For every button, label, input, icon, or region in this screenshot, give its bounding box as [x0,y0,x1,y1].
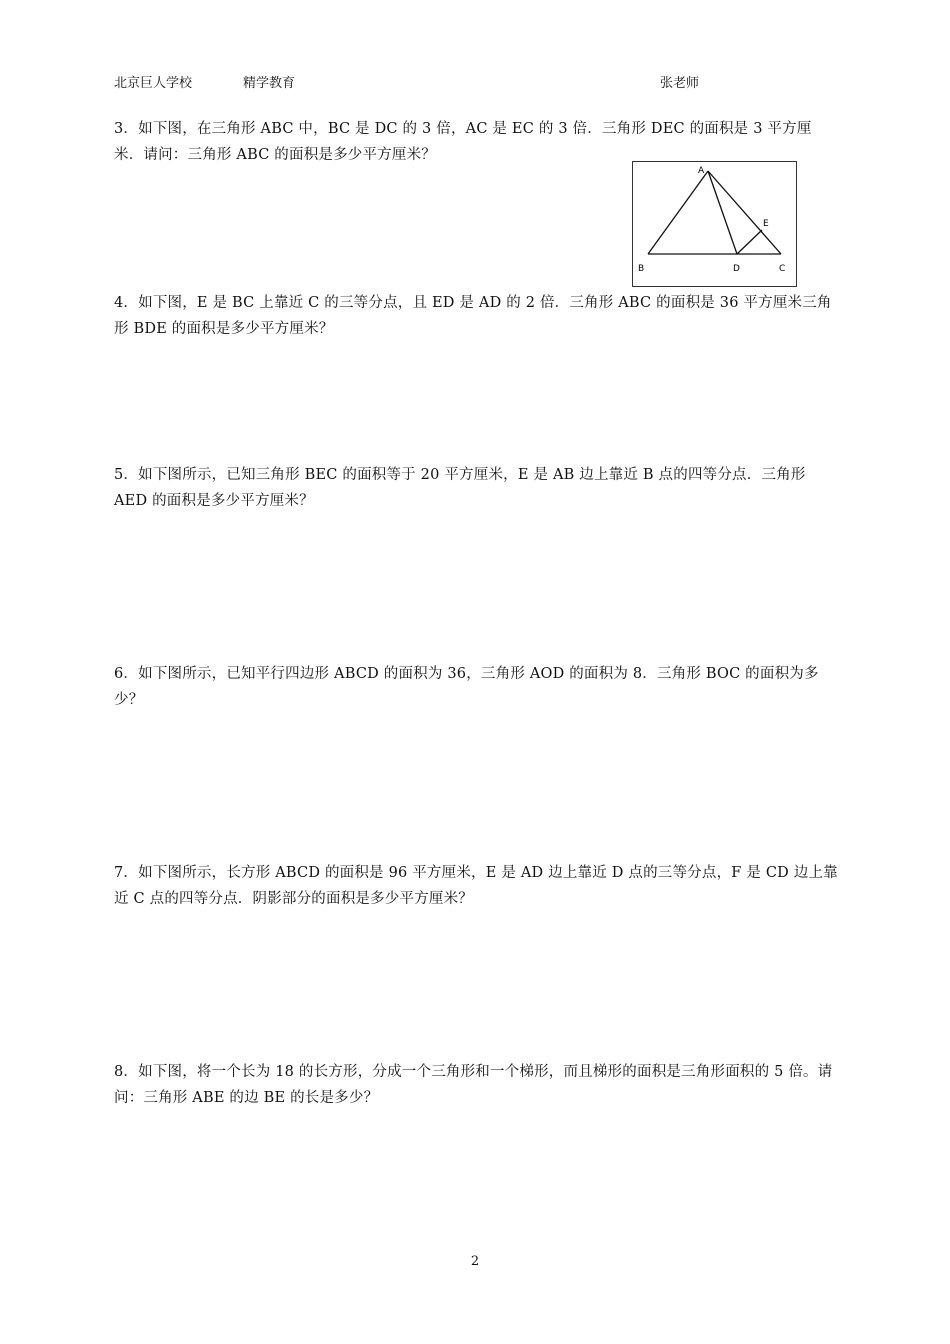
figure-frame [633,162,797,287]
question-5: 5．如下图所示，已知三角形 BEC 的面积等于 20 平方厘米，E 是 AB 边上靠近 B 点的四等分点．三角形 AED 的面积是多少平方厘米？ [114,467,806,509]
question-6: 6．如下图所示，已知平行四边形 ABCD 的面积为 36，三角形 AOD 的面积为 8．三角形 BOC 的面积为多少？ [114,666,819,708]
header-org: 精学教育 [243,76,296,91]
question-4: 4．如下图，E 是 BC 上靠近 C 的三等分点，且 ED 是 AD 的 2 倍．三角形 ABC 的面积是 36 平方厘米三角形 BDE 的面积是多少平方厘米？ [114,295,832,337]
question-3: 3．如下图，在三角形 ABC 中，BC 是 DC 的 3 倍，AC 是 EC 的 3 倍．三角形 DEC 的面积是 3 平方厘米．请问：三角形 ABC 的面积是多少平方厘米？ [114,121,812,163]
triangle-figure-q3 [632,161,797,287]
question-7: 7．如下图所示，长方形 ABCD 的面积是 96 平方厘米，E 是 AD 边上靠近 D 点的三等分点，F 是 CD 边上靠近 C 点的四等分点．阴影部分的面积是多少平方厘米？ [114,865,838,907]
page-number: 2 [470,1254,480,1269]
question-8: 8．如下图，将一个长为 18 的长方形，分成一个三角形和一个梯形，而且梯形的面积是三角形面积的 5 倍。请问：三角形 ABE 的边 BE 的长是多少？ [114,1064,833,1106]
label-d: D [733,264,740,274]
header-school: 北京巨人学校 [114,76,193,91]
label-b: B [638,264,645,274]
label-a: A [698,166,705,176]
label-e: E [763,219,769,229]
label-c: C [779,264,786,274]
header-teacher: 张老师 [660,76,700,91]
